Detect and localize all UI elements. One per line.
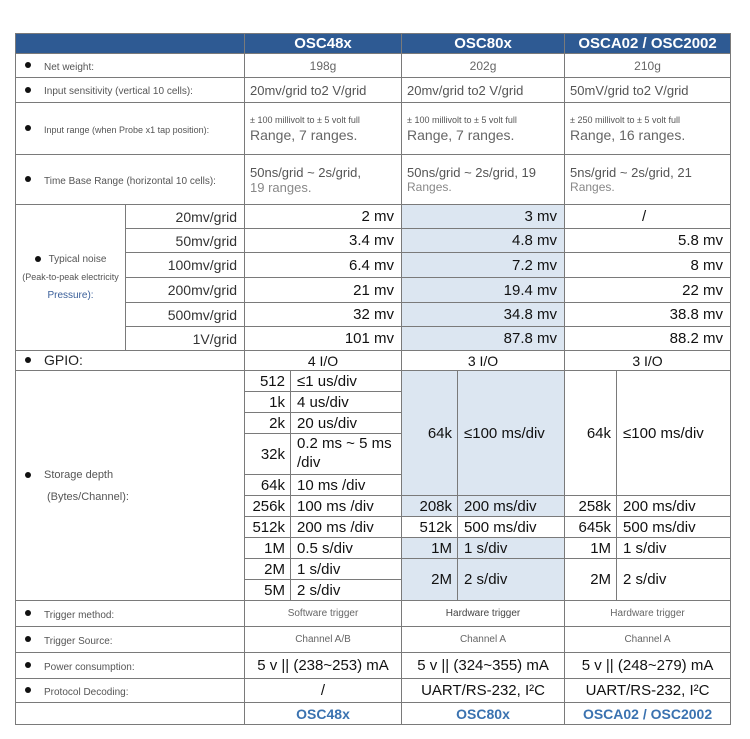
gpio-row bbox=[16, 351, 731, 371]
noise-osc80x: 87.8 mv bbox=[402, 327, 565, 351]
net-weight-osc80x: 202g bbox=[402, 54, 565, 78]
storage-osca02-time: 2 s/div bbox=[617, 559, 731, 601]
power-row bbox=[16, 653, 731, 679]
header-model-osca02: OSCA02 / OSC2002 bbox=[565, 34, 731, 54]
protocol-row bbox=[16, 679, 731, 703]
storage-osc80x-time: 2 s/div bbox=[458, 559, 565, 601]
time-base-osca02-line2: Ranges. bbox=[570, 180, 615, 194]
gpio-osca02: 3 I/O bbox=[565, 351, 731, 371]
bullet-icon bbox=[25, 636, 31, 642]
bullet-icon bbox=[25, 125, 31, 131]
storage-osca02-time: 500 ms/div bbox=[617, 517, 731, 538]
bullet-icon bbox=[25, 176, 31, 182]
storage-osca02-depth: 645k bbox=[565, 517, 617, 538]
storage-osc80x-depth: 64k bbox=[402, 371, 458, 496]
storage-osc48x-depth: 512 bbox=[245, 371, 291, 392]
time-base-label-cell bbox=[16, 155, 245, 205]
input-range-label-cell bbox=[16, 103, 245, 155]
storage-osc80x-depth: 2M bbox=[402, 559, 458, 601]
footer-model-osc48x: OSC48x bbox=[245, 703, 402, 725]
time-base-osc80x bbox=[402, 155, 565, 205]
power-label-cell bbox=[16, 653, 245, 679]
noise-osc80x: 3 mv bbox=[402, 205, 565, 229]
storage-osc48x-depth: 256k bbox=[245, 496, 291, 517]
typical-noise-label-cell bbox=[16, 205, 126, 351]
noise-osc80x: 34.8 mv bbox=[402, 303, 565, 327]
time-base-label: Time Base Range (horizontal 10 cells): bbox=[44, 175, 216, 187]
bullet-icon bbox=[25, 687, 31, 693]
storage-osc80x-time: 200 ms/div bbox=[458, 496, 565, 517]
net-weight-label-cell bbox=[16, 54, 245, 78]
time-base-osc80x-line2: Ranges. bbox=[407, 180, 452, 194]
input-range-osc80x bbox=[402, 103, 565, 155]
gpio-label-cell bbox=[16, 351, 245, 371]
noise-osca02: 5.8 mv bbox=[565, 229, 731, 253]
storage-osca02-time: 1 s/div bbox=[617, 538, 731, 559]
storage-osc80x-time: 1 s/div bbox=[458, 538, 565, 559]
storage-osc48x-time: ≤1 us/div bbox=[291, 371, 402, 392]
net-weight-osc48x: 198g bbox=[245, 54, 402, 78]
header-row bbox=[16, 34, 731, 54]
input-sensitivity-label: Input sensitivity (vertical 10 cells): bbox=[44, 86, 193, 97]
header-model-osc48x: OSC48x bbox=[245, 34, 402, 54]
input-sensitivity-osc80x: 20mv/grid to2 V/grid bbox=[402, 78, 565, 103]
time-base-osc48x-line2: 19 ranges. bbox=[250, 179, 312, 195]
storage-osc48x-depth: 32k bbox=[245, 434, 291, 475]
net-weight-osca02: 210g bbox=[565, 54, 731, 78]
footer-row bbox=[16, 703, 731, 725]
input-range-osc48x-line1: ± 100 millivolt to ± 5 volt full bbox=[250, 114, 360, 125]
time-base-osca02-line1: 5ns/grid ~ 2s/grid, 21 bbox=[570, 165, 692, 180]
storage-osc48x-depth: 64k bbox=[245, 475, 291, 496]
input-range-osca02 bbox=[565, 103, 731, 155]
storage-osc48x-depth: 512k bbox=[245, 517, 291, 538]
input-range-osc80x-line1: ± 100 millivolt to ± 5 volt full bbox=[407, 114, 517, 125]
noise-range: 500mv/grid bbox=[126, 303, 245, 327]
noise-osca02: 38.8 mv bbox=[565, 303, 731, 327]
storage-osc48x-time: 2 s/div bbox=[291, 580, 402, 601]
time-base-osca02 bbox=[565, 155, 731, 205]
gpio-osc80x: 3 I/O bbox=[402, 351, 565, 371]
noise-osc80x: 19.4 mv bbox=[402, 278, 565, 303]
input-range-osc48x-line2: Range, 7 ranges. bbox=[250, 127, 358, 144]
storage-osc48x-time: 0.5 s/div bbox=[291, 538, 402, 559]
input-sensitivity-row bbox=[16, 78, 731, 103]
storage-osc80x-depth: 1M bbox=[402, 538, 458, 559]
bullet-icon bbox=[25, 87, 31, 93]
input-sensitivity-osca02: 50mV/grid to2 V/grid bbox=[565, 78, 731, 103]
input-sensitivity-label-cell bbox=[16, 78, 245, 103]
trigger-method-osc80x: Hardware trigger bbox=[402, 601, 565, 627]
footer-model-osca02: OSCA02 / OSC2002 bbox=[565, 703, 731, 725]
time-base-row bbox=[16, 155, 731, 205]
noise-row bbox=[16, 205, 731, 229]
storage-osca02-time: 200 ms/div bbox=[617, 496, 731, 517]
input-range-row bbox=[16, 103, 731, 155]
noise-osc48x: 3.4 mv bbox=[245, 229, 402, 253]
time-base-osc48x bbox=[245, 155, 402, 205]
noise-osc48x: 2 mv bbox=[245, 205, 402, 229]
net-weight-label: Net weight: bbox=[44, 61, 95, 73]
input-range-osca02-line1: ± 250 millivolt to ± 5 volt full bbox=[570, 114, 680, 125]
bullet-icon bbox=[25, 610, 31, 616]
noise-range: 100mv/grid bbox=[126, 253, 245, 278]
noise-osca02: 8 mv bbox=[565, 253, 731, 278]
storage-osc48x-depth: 5M bbox=[245, 580, 291, 601]
typical-noise-label-line2: (Peak-to-peak electricity bbox=[22, 271, 119, 282]
noise-range: 1V/grid bbox=[126, 327, 245, 351]
trigger-source-label-cell bbox=[16, 627, 245, 653]
storage-osc48x-depth: 1k bbox=[245, 392, 291, 413]
protocol-label: Protocol Decoding: bbox=[44, 686, 129, 698]
noise-osca02: 88.2 mv bbox=[565, 327, 731, 351]
bullet-icon bbox=[25, 472, 31, 478]
noise-osc48x: 21 mv bbox=[245, 278, 402, 303]
trigger-method-label: Trigger method: bbox=[44, 609, 115, 621]
input-range-osc48x bbox=[245, 103, 402, 155]
gpio-osc48x: 4 I/O bbox=[245, 351, 402, 371]
gpio-label: GPIO: bbox=[44, 351, 83, 368]
storage-osc48x-time: 200 ms /div bbox=[291, 517, 402, 538]
noise-osca02: 22 mv bbox=[565, 278, 731, 303]
trigger-source-osca02: Channel A bbox=[565, 627, 731, 653]
power-osc80x: 5 v || (324~355) mA bbox=[402, 653, 565, 679]
power-osca02: 5 v || (248~279) mA bbox=[565, 653, 731, 679]
protocol-osca02: UART/RS-232, I²C bbox=[565, 679, 731, 703]
noise-osc48x: 101 mv bbox=[245, 327, 402, 351]
protocol-label-cell bbox=[16, 679, 245, 703]
storage-depth-label-line2: (Bytes/Channel): bbox=[47, 490, 129, 503]
noise-osc80x: 7.2 mv bbox=[402, 253, 565, 278]
power-label: Power consumption: bbox=[44, 661, 135, 673]
bullet-icon bbox=[25, 662, 31, 668]
storage-osc48x-time: 1 s/div bbox=[291, 559, 402, 580]
storage-depth-label-line1: Storage depth bbox=[44, 468, 114, 481]
noise-osc48x: 32 mv bbox=[245, 303, 402, 327]
storage-osca02-depth: 258k bbox=[565, 496, 617, 517]
storage-osc80x-time: ≤100 ms/div bbox=[458, 371, 565, 496]
storage-osc80x-time: 500 ms/div bbox=[458, 517, 565, 538]
storage-row bbox=[16, 371, 731, 392]
storage-osc48x-depth: 2k bbox=[245, 413, 291, 434]
noise-osca02: / bbox=[565, 205, 731, 229]
storage-osc48x-time: 0.2 ms ~ 5 ms /div bbox=[291, 434, 402, 475]
noise-range: 200mv/grid bbox=[126, 278, 245, 303]
storage-osc48x-depth: 1M bbox=[245, 538, 291, 559]
storage-osca02-depth: 64k bbox=[565, 371, 617, 496]
header-empty-cell bbox=[16, 34, 245, 54]
input-sensitivity-osc48x: 20mv/grid to2 V/grid bbox=[245, 78, 402, 103]
storage-osca02-depth: 2M bbox=[565, 559, 617, 601]
trigger-source-osc80x: Channel A bbox=[402, 627, 565, 653]
storage-osc48x-depth: 2M bbox=[245, 559, 291, 580]
bullet-icon bbox=[25, 62, 31, 68]
storage-osc80x-depth: 208k bbox=[402, 496, 458, 517]
noise-range: 20mv/grid bbox=[126, 205, 245, 229]
trigger-method-osc48x: Software trigger bbox=[245, 601, 402, 627]
trigger-source-osc48x: Channel A/B bbox=[245, 627, 402, 653]
footer-model-osc80x: OSC80x bbox=[402, 703, 565, 725]
typical-noise-label-line3: Pressure): bbox=[47, 290, 94, 302]
storage-osca02-depth: 1M bbox=[565, 538, 617, 559]
typical-noise-label-line1: Typical noise bbox=[48, 253, 107, 265]
noise-range: 50mv/grid bbox=[126, 229, 245, 253]
header-model-osc80x: OSC80x bbox=[402, 34, 565, 54]
storage-osc80x-depth: 512k bbox=[402, 517, 458, 538]
storage-osc48x-time: 10 ms /div bbox=[291, 475, 402, 496]
noise-osc80x: 4.8 mv bbox=[402, 229, 565, 253]
bullet-icon bbox=[25, 357, 31, 363]
protocol-osc80x: UART/RS-232, I²C bbox=[402, 679, 565, 703]
input-range-osca02-line2: Range, 16 ranges. bbox=[570, 127, 686, 144]
input-range-label: Input range (when Probe x1 tap position): bbox=[44, 124, 210, 135]
trigger-source-label: Trigger Source: bbox=[44, 635, 113, 647]
time-base-osc80x-line1: 50ns/grid ~ 2s/grid, 19 bbox=[407, 165, 537, 180]
protocol-osc48x: / bbox=[245, 679, 402, 703]
storage-osc48x-time: 4 us/div bbox=[291, 392, 402, 413]
storage-osca02-time: ≤100 ms/div bbox=[617, 371, 731, 496]
power-osc48x: 5 v || (238~253) mA bbox=[245, 653, 402, 679]
footer-empty-cell bbox=[16, 703, 245, 725]
bullet-icon bbox=[35, 256, 41, 262]
trigger-source-row bbox=[16, 627, 731, 653]
trigger-method-row bbox=[16, 601, 731, 627]
noise-osc48x: 6.4 mv bbox=[245, 253, 402, 278]
trigger-method-label-cell bbox=[16, 601, 245, 627]
storage-osc48x-time: 100 ms /div bbox=[291, 496, 402, 517]
storage-depth-label-cell bbox=[16, 371, 245, 601]
comparison-table bbox=[15, 33, 731, 725]
input-range-osc80x-line2: Range, 7 ranges. bbox=[407, 127, 515, 144]
storage-osc48x-time: 20 us/div bbox=[291, 413, 402, 434]
time-base-osc48x-line1: 50ns/grid ~ 2s/grid, bbox=[250, 164, 361, 180]
net-weight-row bbox=[16, 54, 731, 78]
trigger-method-osca02: Hardware trigger bbox=[565, 601, 731, 627]
